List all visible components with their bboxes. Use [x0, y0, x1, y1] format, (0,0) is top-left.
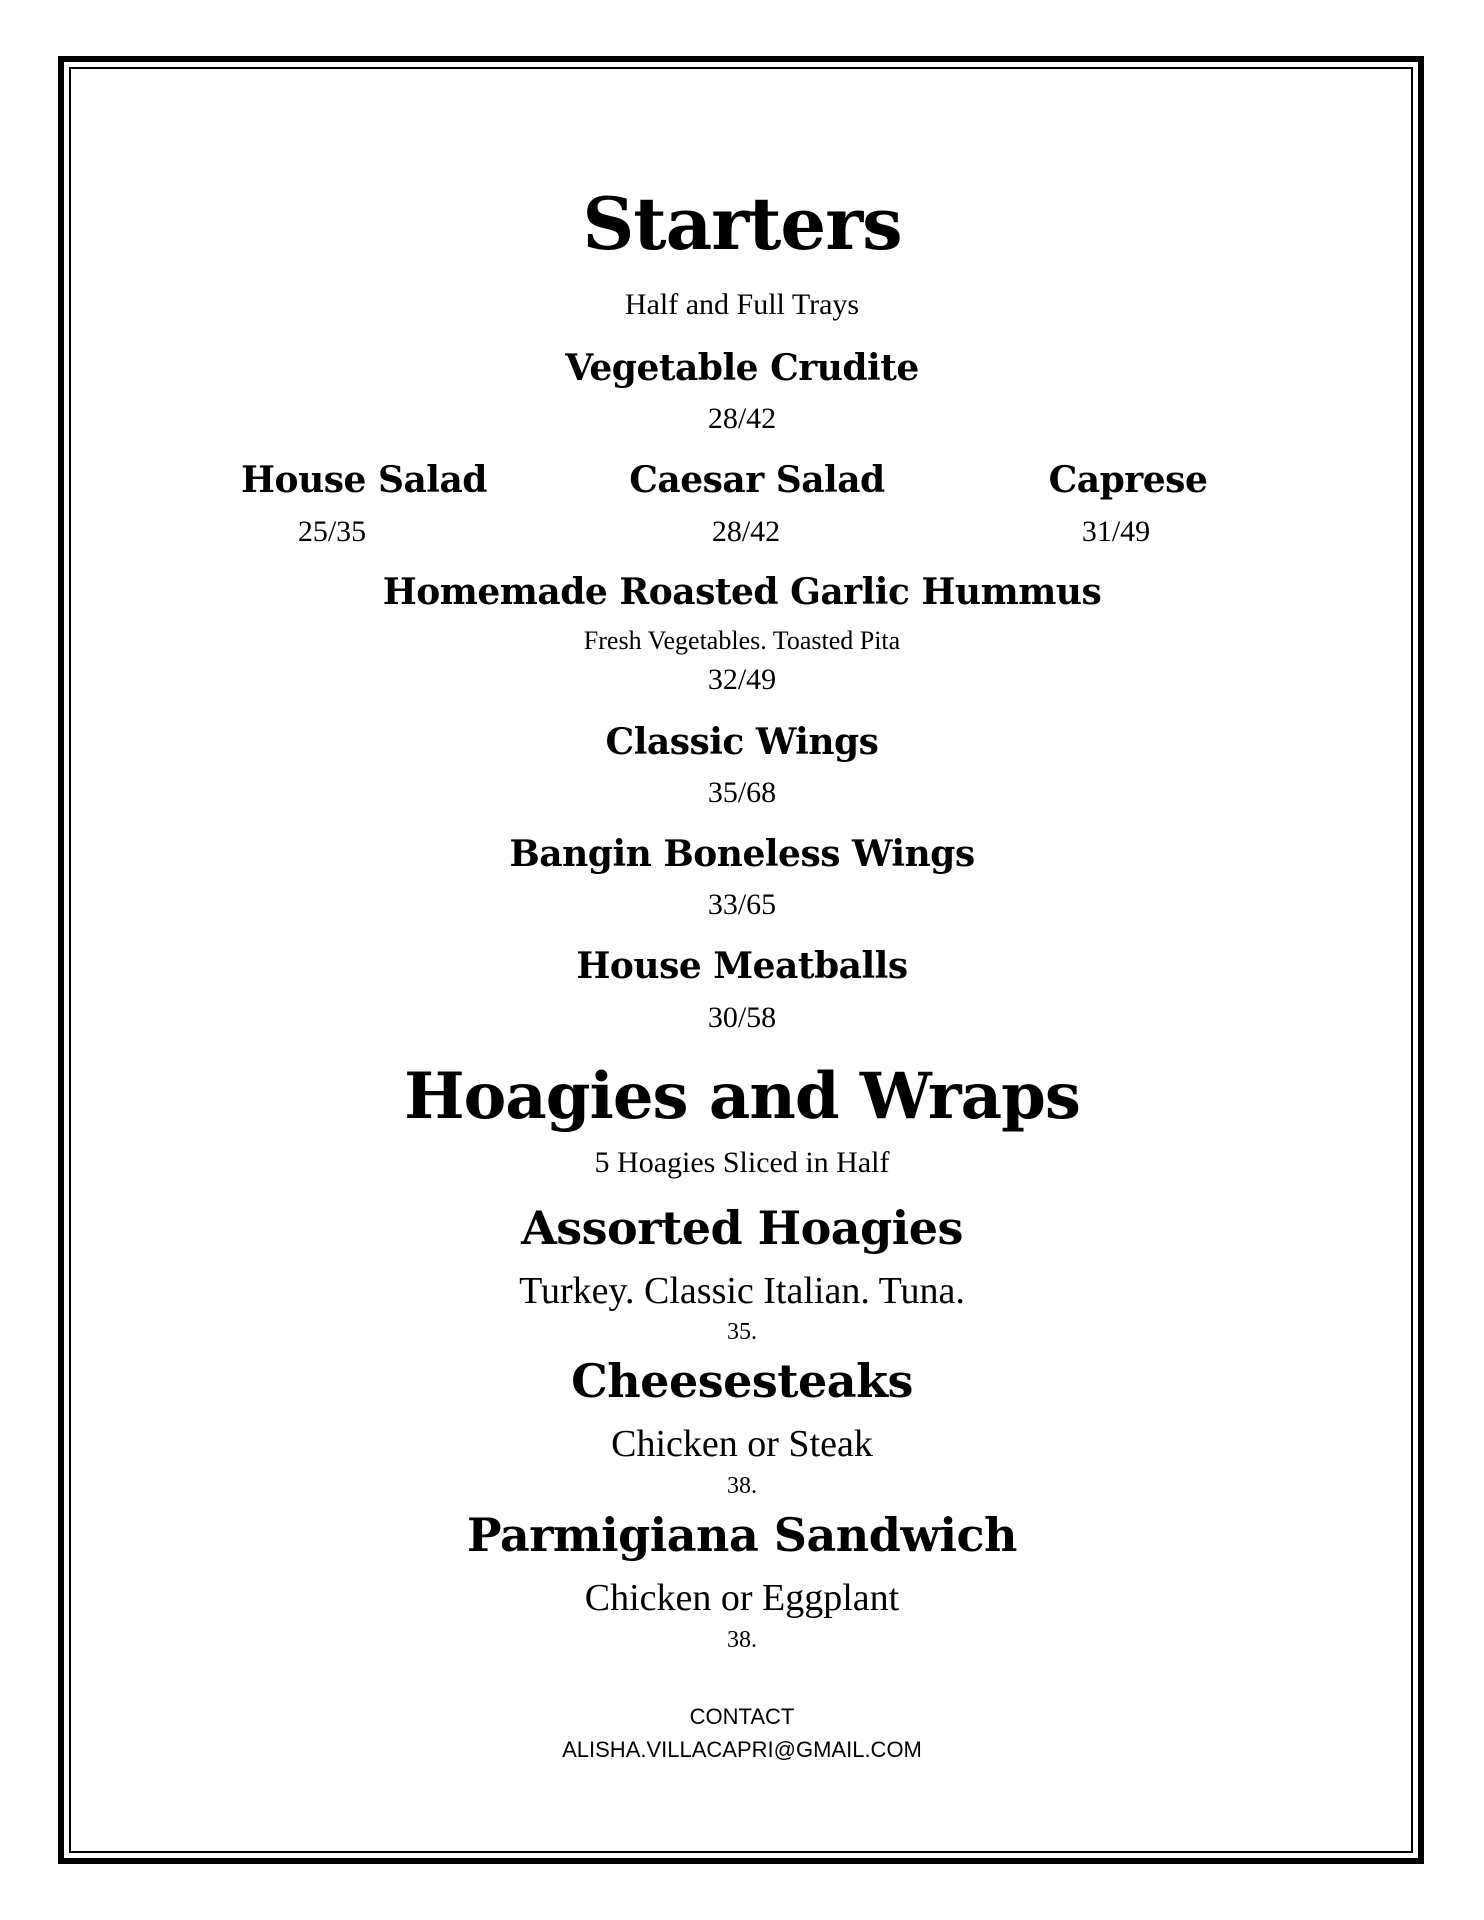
- caesar-salad-name: Caesar Salad: [629, 459, 885, 501]
- vegetable-crudite-name: Vegetable Crudite: [565, 347, 919, 389]
- assorted-hoagies-price: 35.: [727, 1319, 757, 1345]
- house-salad-name: House Salad: [241, 459, 487, 501]
- caprese-name: Caprese: [1048, 459, 1208, 501]
- hummus-description: Fresh Vegetables. Toasted Pita: [583, 626, 901, 655]
- assorted-hoagies-name: Assorted Hoagies: [521, 1201, 963, 1255]
- hummus-name: Homemade Roasted Garlic Hummus: [382, 571, 1102, 613]
- classic-wings-price: 35/68: [707, 776, 777, 809]
- parmigiana-description: Chicken or Eggplant: [584, 1577, 900, 1619]
- classic-wings-name: Classic Wings: [605, 721, 879, 763]
- boneless-wings-price: 33/65: [707, 888, 777, 921]
- cheesesteaks-price: 38.: [727, 1473, 757, 1499]
- assorted-hoagies-description: Turkey. Classic Italian. Tuna.: [519, 1270, 965, 1312]
- hummus-price: 32/49: [707, 663, 777, 696]
- boneless-wings-name: Bangin Boneless Wings: [509, 833, 975, 875]
- caprese-price: 31/49: [1081, 515, 1151, 548]
- hoagies-heading: Hoagies and Wraps: [404, 1059, 1080, 1134]
- cheesesteaks-description: Chicken or Steak: [611, 1423, 873, 1465]
- parmigiana-price: 38.: [727, 1627, 757, 1653]
- contact-label: CONTACT: [689, 1704, 795, 1729]
- contact-email[interactable]: ALISHA.VILLACAPRI@GMAIL.COM: [562, 1737, 922, 1762]
- starters-subtitle: Half and Full Trays: [624, 288, 860, 321]
- meatballs-name: House Meatballs: [576, 945, 908, 987]
- parmigiana-name: Parmigiana Sandwich: [467, 1508, 1017, 1562]
- vegetable-crudite-price: 28/42: [707, 402, 777, 435]
- meatballs-price: 30/58: [707, 1001, 777, 1034]
- hoagies-subtitle: 5 Hoagies Sliced in Half: [594, 1146, 890, 1179]
- caesar-salad-price: 28/42: [711, 515, 781, 548]
- starters-heading: Starters: [582, 181, 902, 266]
- cheesesteaks-name: Cheesesteaks: [571, 1354, 913, 1408]
- house-salad-price: 25/35: [297, 515, 367, 548]
